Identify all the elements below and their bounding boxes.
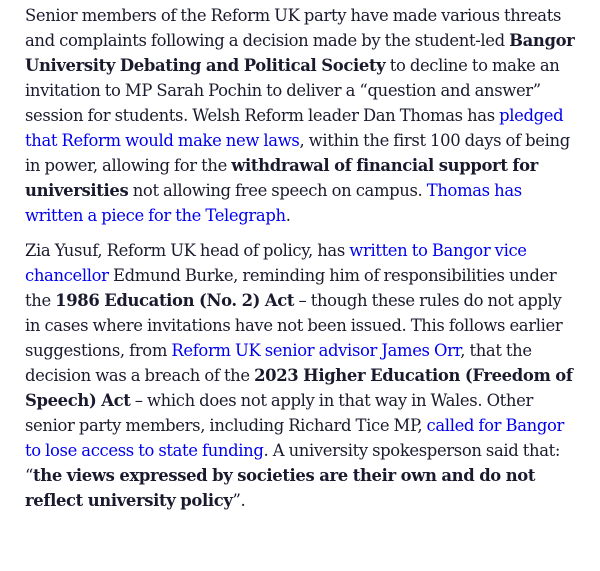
link-pledged-new-laws[interactable]: pledged that Reform would make new laws: [25, 106, 564, 150]
text-segment: Edmund Burke, reminding him of responsibilities under the: [25, 266, 557, 310]
link-state-funding[interactable]: called for Bangor to lose access to state funding: [25, 416, 564, 460]
paragraph-2: [25, 238, 580, 513]
bold-withdrawal-support: withdrawal of financial support for universities: [25, 156, 538, 200]
text-segment: – though these rules do not apply in cases where invitations have not been issued. This follows earlier suggestions, from: [25, 291, 563, 360]
bold-1986-act: 1986 Education (No. 2) Act: [55, 291, 295, 310]
text-segment: not allowing free speech on campus.: [128, 181, 427, 200]
bold-society-name: Bangor University Debating and Political Society: [25, 31, 575, 75]
text-segment: . A university spokesperson said that: “: [25, 441, 561, 485]
text-segment: ”.: [232, 491, 246, 510]
text-segment: , that the decision was a breach of the: [25, 341, 532, 385]
text-segment: .: [285, 206, 291, 225]
text-segment: , within the first 100 days of being in power, allowing for the: [25, 131, 570, 175]
text-segment: – which does not apply in that way in Wales. Other senior party members, including Richard Tice MP,: [25, 391, 533, 435]
text-segment: Zia Yusuf, Reform UK head of policy, has: [25, 241, 350, 260]
text-segment: Senior members of the Reform UK party have made various threats and complaints following a decision made by the student-led: [25, 6, 562, 50]
link-written-to-vice-chancellor[interactable]: written to Bangor vice chancellor: [25, 241, 527, 285]
bold-2023-act: 2023 Higher Education (Freedom of Speech) Act: [25, 366, 573, 410]
text-segment: to decline to make an invitation to MP Sarah Pochin to deliver a “question and answer” session for students. Welsh Reform leader Dan Thomas has: [25, 56, 560, 125]
link-james-orr[interactable]: Reform UK senior advisor James Orr: [171, 341, 461, 360]
paragraph-1: [25, 3, 580, 228]
bold-university-quote: the views expressed by societies are their own and do not reflect university policy: [25, 466, 536, 510]
link-telegraph-piece[interactable]: Thomas has written a piece for the Telegraph: [25, 181, 522, 225]
